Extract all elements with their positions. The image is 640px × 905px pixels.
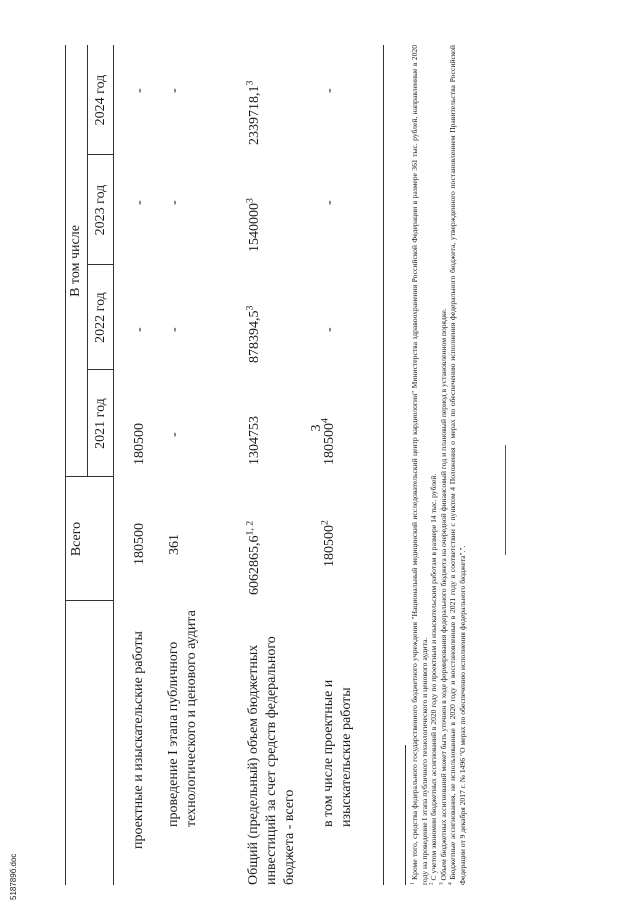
footnote: [429, 45, 439, 885]
row-value: [131, 423, 149, 465]
row-total: [166, 534, 184, 555]
cell-footnote: 4: [319, 418, 331, 423]
cell-value: 180500: [132, 423, 147, 465]
cell-footnote: 3: [244, 198, 256, 203]
row-value: [131, 88, 149, 93]
header-year-2024: 2024 год: [93, 74, 108, 126]
cell-value: -: [167, 432, 182, 437]
cell-value: 361: [167, 534, 182, 555]
cell-value: 1304753: [247, 416, 262, 465]
row-value: [321, 418, 339, 465]
row-value: [246, 81, 264, 145]
footnotes: [410, 45, 468, 885]
cell-value: 180500: [322, 423, 337, 465]
cell-value: -: [167, 88, 182, 93]
row-value: [166, 327, 184, 332]
row-total: [321, 520, 339, 567]
cell-footnote: 1, 2: [244, 520, 256, 536]
footnote-text: Кроме того, средства федерального государственного бюджетного учреждения "Национальный медицинский исследовательский центр кардиологии" Министерства здравоохранения Российской Федерации в размере 361 тыс. рублей, направленные в 2020 году на проведение I этапа публичного технологического и ценового аудита.: [410, 45, 429, 885]
row-label-total-investment: Общий (предельный) объем бюджетных инвестиций за счет средств федерального бюджета - всего: [246, 636, 297, 885]
footnote: [410, 45, 429, 885]
cell-value: -: [132, 327, 147, 332]
row-label-design-included: в том числе проектные и изыскательские работы: [321, 679, 354, 827]
row-value: [321, 88, 339, 93]
cell-value: 1540000: [247, 203, 262, 252]
cell-value: -: [132, 200, 147, 205]
row-value: [246, 198, 264, 252]
row-value: [246, 306, 264, 363]
header-group: В том числе: [68, 225, 83, 297]
cell-footnote: 3: [244, 305, 256, 311]
header-total: Всего: [69, 521, 84, 557]
cell-footnote: 2: [319, 520, 331, 525]
footnote: [439, 45, 449, 885]
footnote-mark: 4: [447, 882, 454, 885]
cell-value: 2339718,1: [247, 85, 262, 145]
rotated-content: [65, 45, 565, 885]
cell-value: -: [132, 88, 147, 93]
header-year-2022: 2022 год: [93, 292, 108, 343]
cell-footnote: 3: [244, 80, 256, 86]
investment-table: [65, 45, 385, 885]
row-value: [246, 416, 264, 465]
header-year-2023: 2023 год: [93, 184, 108, 236]
row-value: [321, 327, 339, 332]
footnote: [448, 45, 467, 885]
footnote-text: С учетом экономии бюджетных ассигнований в 2020 году по проектным и изыскательским работам в размере 14 тыс. рублей.: [429, 473, 439, 881]
decorative-rule: [505, 445, 506, 555]
header-year-2021: 2021 год: [93, 398, 108, 449]
table-bottom-border: [383, 45, 384, 885]
cell-value: -: [322, 88, 337, 93]
cell-value: 180500: [322, 525, 337, 567]
cell-value: 180500: [132, 523, 147, 565]
row-value: [131, 327, 149, 332]
footnote-separator: [405, 745, 406, 885]
page-number: 3: [309, 424, 324, 432]
cell-value: -: [322, 327, 337, 332]
row-value: [166, 432, 184, 437]
footnote-mark: 1: [409, 882, 416, 885]
cell-value: -: [167, 327, 182, 332]
row-total: [131, 523, 149, 565]
footnote-mark: 2: [428, 882, 435, 885]
footnote-mark: 3: [438, 882, 445, 885]
row-total: [246, 521, 264, 595]
header-bottom-border: [113, 45, 114, 885]
row-value: [131, 200, 149, 205]
row-label-design: проектные и изыскательские работы: [131, 631, 146, 849]
footnote-text: Объем бюджетных ассигнований может быть уточнен в ходе формирования федерального бюджета на очередной финансовый год и плановый период в установленном порядке.: [438, 308, 448, 881]
table-top-border: [65, 45, 66, 885]
cell-value: 878394,5: [247, 310, 262, 363]
footnote-text: Бюджетные ассигнования, не использованные в 2020 году и восстановленные в 2021 году в соответствии с пунктом 4 Положения о мерах по обеспечению исполнения федерального бюджета, утвержденного постановлением Правительства Российской Федерации от 9 декабря 2017 г. № 1496 "О мерах по обеспечению исполнения федерального бюджета".".: [448, 44, 467, 885]
row-value: [321, 200, 339, 205]
document-id: 518789б.doc: [9, 853, 18, 900]
cell-value: -: [322, 200, 337, 205]
group-header-line: [87, 45, 88, 477]
row-value: [166, 200, 184, 205]
row-value: [166, 88, 184, 93]
cell-value: 6062865,6: [247, 535, 262, 595]
row-label-audit: проведение I этапа публичного технологического и ценового аудита: [166, 610, 199, 827]
cell-value: -: [167, 200, 182, 205]
